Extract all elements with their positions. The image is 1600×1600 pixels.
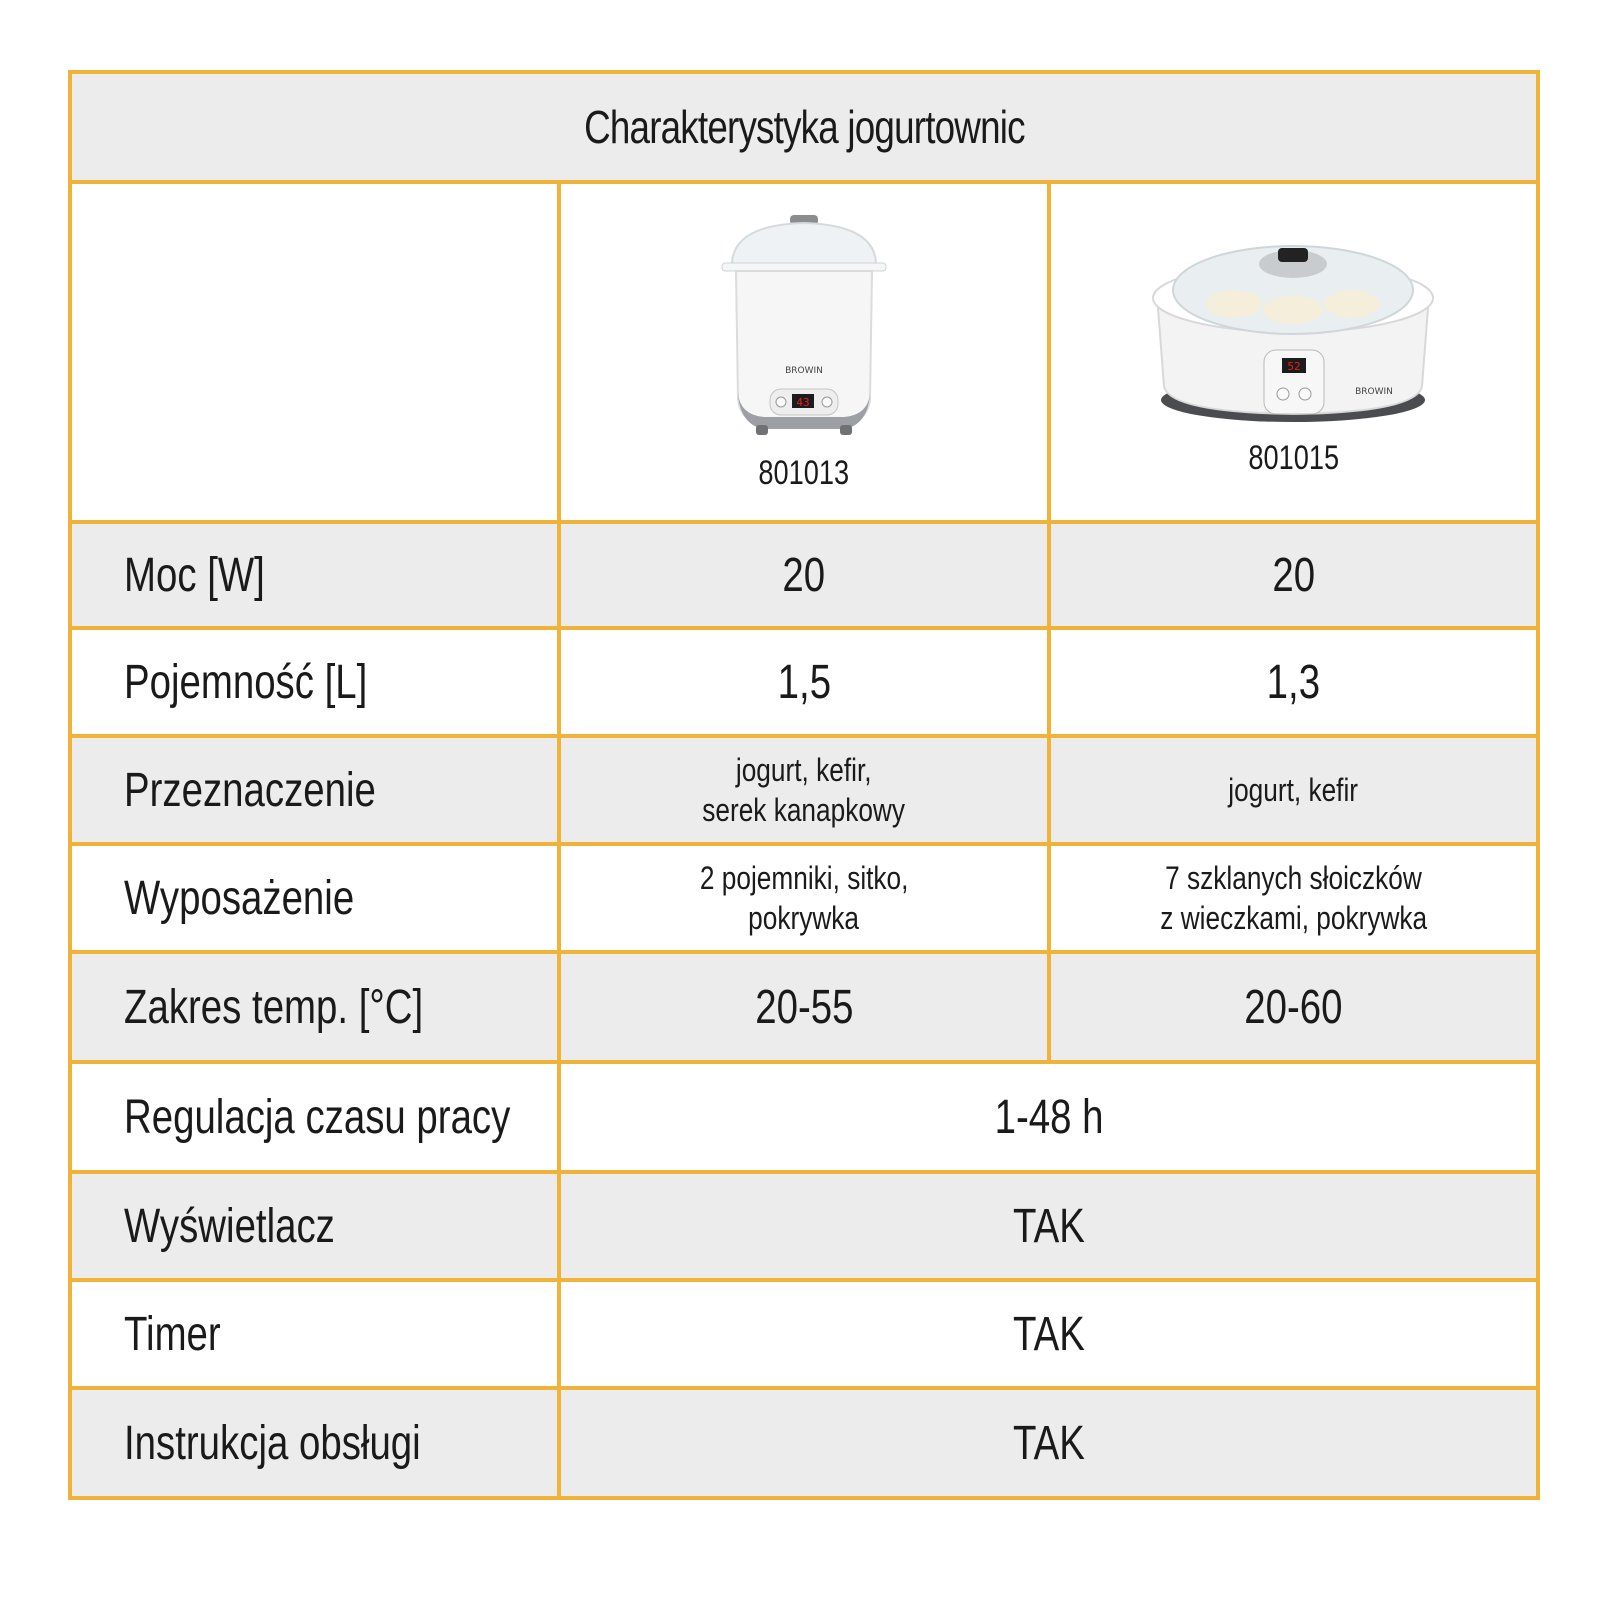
value-cell: 1,5 [559, 628, 1048, 736]
row-label: Regulacja czasu pracy [70, 1062, 559, 1172]
comparison-table [68, 70, 1540, 1500]
product-cell-2 [1049, 182, 1538, 522]
display-readout: 52 [1287, 360, 1301, 373]
product-cell-1 [559, 182, 1048, 522]
row-label: Wyświetlacz [70, 1172, 559, 1280]
value-cell: 20-60 [1049, 952, 1538, 1062]
value-cell: TAK [559, 1172, 1538, 1280]
row-label: Zakres temp. [°C] [70, 952, 559, 1062]
table-row [70, 736, 1538, 844]
brand-logo: BROWIN [1355, 387, 1394, 397]
row-label: Przeznaczenie [70, 736, 559, 844]
row-label: Timer [70, 1280, 559, 1388]
tall-yogurt-maker-image [684, 203, 924, 453]
table-row [70, 1062, 1538, 1172]
value-cell: 20-55 [559, 952, 1048, 1062]
value-cell: 20 [1049, 522, 1538, 628]
value-cell: 7 szklanych słoiczków z wieczkami, pokrywka [1049, 844, 1538, 952]
row-label: Instrukcja obsługi [70, 1388, 559, 1498]
value-cell: 1,3 [1049, 628, 1538, 736]
table-row [70, 1388, 1538, 1498]
value-cell: 2 pojemniki, sitko, pokrywka [559, 844, 1048, 952]
value-cell: jogurt, kefir [1049, 736, 1538, 844]
product-row [70, 182, 1538, 522]
product-code-2: 801015 [1247, 438, 1339, 477]
table-title-cell [70, 72, 1538, 182]
table-row [70, 844, 1538, 952]
table-row [70, 628, 1538, 736]
empty-corner-cell [70, 182, 559, 522]
table-row [70, 1280, 1538, 1388]
brand-logo: BROWIN [785, 366, 823, 376]
table-row [70, 952, 1538, 1062]
value-cell: TAK [559, 1280, 1538, 1388]
value-cell: 1-48 h [559, 1062, 1538, 1172]
value-cell: 20 [559, 522, 1048, 628]
value-cell: TAK [559, 1388, 1538, 1498]
product-code-1: 801013 [758, 453, 850, 492]
table-row [70, 522, 1538, 628]
value-cell: jogurt, kefir, serek kanapkowy [559, 736, 1048, 844]
round-yogurt-maker-image [1138, 218, 1448, 438]
display-readout: 43 [796, 396, 810, 409]
row-label: Pojemność [L] [70, 628, 559, 736]
row-label: Moc [W] [70, 522, 559, 628]
table-row [70, 1172, 1538, 1280]
title-row [70, 72, 1538, 182]
table-title: Charakterystyka jogurtownic [583, 101, 1025, 153]
row-label: Wyposażenie [70, 844, 559, 952]
